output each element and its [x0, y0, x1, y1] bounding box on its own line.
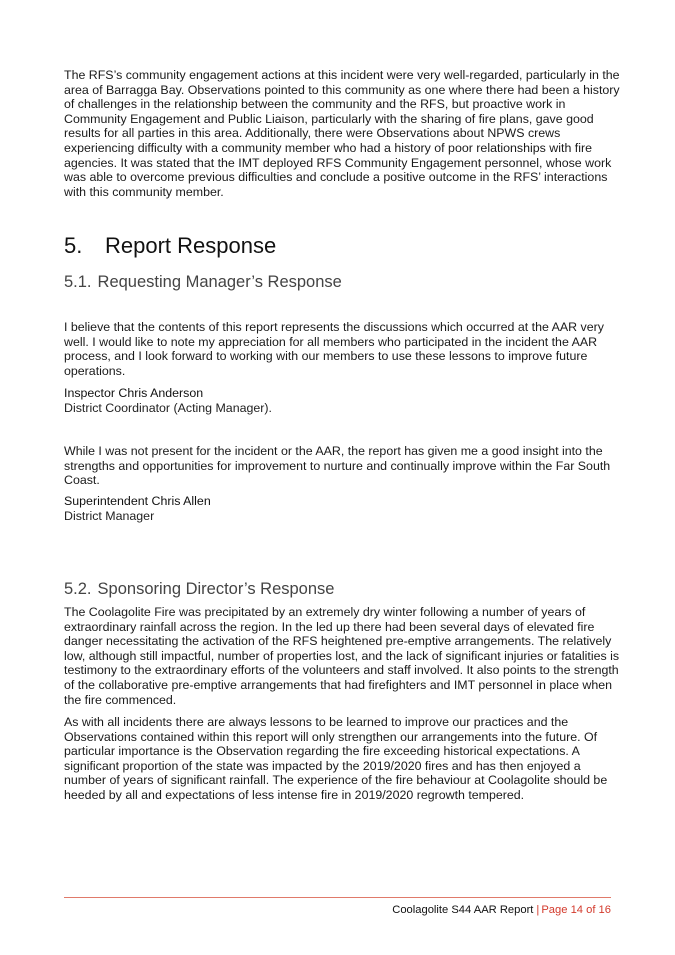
section-title: Report Response	[105, 233, 277, 258]
footer-separator: |	[536, 904, 540, 916]
subsection-2-heading	[64, 578, 334, 600]
director-response-paragraph-2: As with all incidents there are always lessons to be learned to improve our practices and the Observations contained within this report will only strengthen our arrangements into the future. Of particular importance is the Observation regarding the fire exceeding historical expectations. A significant proportion of the state was impacted by the 2019/2020 fires and has then enjoyed a number of years of significant rainfall. The experience of the fire behaviour at Coolagolite should be heeded by all and expectations of less intense fire in 2019/2020 regrowth tempered.	[64, 715, 608, 802]
signatory-1-name: Inspector Chris Anderson	[64, 386, 204, 400]
intro-paragraph: The RFS’s community engagement actions at this incident were very well-regarded, particularly in the area of Barragga Bay. Observations pointed to this community as one where there had been a history of challenges in the relationship between the community and the RFS, but proactive work in Community Engagement and Public Liaison, particularly with the sharing of fire plans, gave good results for all parties in this area. Additionally, there were Observations about NPWS crews experiencing difficulty with a community member who had a history of poor relationships with fire agencies. It was stated that the IMT deployed RFS Community Engagement personnel, whose work was able to overcome previous difficulties and conclude a positive outcome in the RFS’ interactions with this community member.	[64, 68, 620, 199]
subsection-1-title: Requesting Manager’s Response	[97, 273, 342, 291]
subsection-1-number: 5.1.	[64, 273, 92, 291]
page-footer	[392, 903, 611, 917]
subsection-1-heading	[64, 271, 342, 293]
subsection-2-number: 5.2.	[64, 580, 92, 598]
signatory-1-title: District Coordinator (Acting Manager).	[64, 401, 272, 415]
subsection-2-title: Sponsoring Director’s Response	[97, 580, 335, 598]
section-number: 5.	[64, 233, 83, 258]
signatory-2-name: Superintendent Chris Allen	[64, 494, 211, 508]
footer-divider	[64, 897, 611, 898]
footer-page-number: Page 14 of 16	[541, 904, 611, 916]
director-response-paragraph-1: The Coolagolite Fire was precipitated by an extremely dry winter following a number of years of extraordinary rainfall across the region. In the led up there had been several days of elevated fire danger necessitating the activation of the RFS heightened pre-emptive arrangements. The relatively low, although still impactful, number of properties lost, and the lack of significant injuries or fatalities is testimony to the extraordinary efforts of the volunteers and staff involved. It also points to the strength of the collaborative pre-emptive arrangements that had firefighters and IMT personnel in place when the fire commenced.	[64, 605, 620, 707]
section-heading	[64, 232, 276, 260]
manager-response-paragraph: I believe that the contents of this report represents the discussions which occurred at the AAR very well. I would like to note my appreciation for all members who participated in the incident the AAR process, and I look forward to working with our members to use these lessons to improve future operations.	[64, 320, 604, 378]
district-manager-paragraph: While I was not present for the incident or the AAR, the report has given me a good insight into the strengths and opportunities for improvement to nurture and continually improve within the Far South Coast.	[64, 444, 611, 488]
footer-report-name: Coolagolite S44 AAR Report	[392, 904, 534, 916]
signatory-2-title: District Manager	[64, 509, 155, 523]
